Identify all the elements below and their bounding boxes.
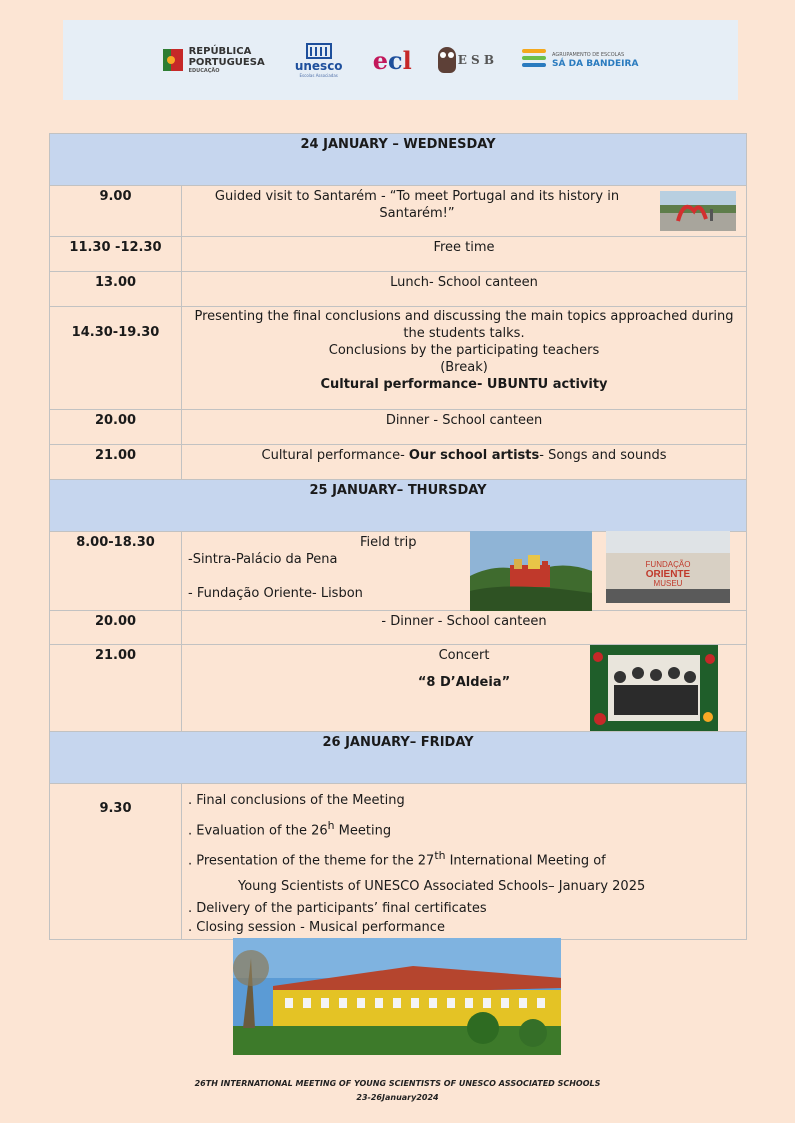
- oriente-label-3: MUSEU: [653, 579, 683, 588]
- time-cell: 14.30-19.30: [50, 307, 182, 410]
- footer-title: 26TH INTERNATIONAL MEETING OF YOUNG SCIENTISTS OF UNESCO ASSOCIATED SCHOOLS: [194, 1079, 601, 1088]
- schedule-row: [50, 445, 747, 480]
- activity-line: . Delivery of the participants’ final certificates: [188, 900, 487, 916]
- oriente-museum-photo: [606, 531, 730, 603]
- activity-line: - Fundação Oriente- Lisbon: [188, 586, 363, 601]
- republica-sub: EDUCAÇÃO: [188, 68, 220, 74]
- time-cell: 8.00-18.30: [50, 532, 182, 611]
- activity-text: . Presentation of the theme for the 27: [188, 853, 435, 869]
- activity-text: Cultural performance-: [261, 448, 409, 463]
- time-cell: 21.00: [50, 645, 182, 732]
- oriente-label-2: ORIENTE: [645, 569, 691, 580]
- time-cell: 9.30: [50, 784, 182, 940]
- schedule-row: [50, 611, 747, 645]
- agrupamento-name: SÁ DA BANDEIRA: [552, 58, 639, 69]
- schedule-row: [50, 237, 747, 272]
- pena-palace-photo: [470, 531, 592, 611]
- time-cell: 13.00: [50, 272, 182, 307]
- footer-dates: 23-26January2024: [356, 1093, 439, 1102]
- activity-cell: - Dinner - School canteen: [182, 611, 747, 645]
- activity-cell: [182, 645, 747, 732]
- portugal-flag-icon: [163, 49, 183, 71]
- schedule-row: [50, 186, 747, 237]
- activity-text: . Evaluation of the 26: [188, 823, 328, 839]
- school-building-photo: [233, 938, 561, 1055]
- activity-cell: [182, 186, 747, 237]
- activity-line: Field trip: [360, 535, 417, 550]
- concert-band-photo: [590, 645, 718, 731]
- schedule-row: [50, 532, 747, 611]
- time-cell: 21.00: [50, 445, 182, 480]
- day-header-thursday: 25 JANUARY– THURSDAY: [50, 480, 747, 532]
- esb-owl-logo: [438, 47, 494, 73]
- oriente-label-1: FUNDAÇÃO: [645, 560, 691, 569]
- activity-text: International Meeting of: [445, 853, 606, 869]
- owl-letters: E S B: [457, 53, 495, 67]
- activity-line: -Sintra-Palácio da Pena: [188, 552, 338, 567]
- day-header-row: [50, 480, 747, 532]
- activity-cell: [182, 307, 747, 410]
- day-header-friday: 26 JANUARY– FRIDAY: [50, 732, 747, 784]
- activity-line: Guided visit to Santarém - “To meet Portugal and its history in: [214, 189, 620, 204]
- unesco-sub: Escolas Associadas: [299, 72, 338, 78]
- concert-name: “8 D’Aldeia”: [417, 675, 511, 690]
- schedule-row: [50, 307, 747, 410]
- activity-cell: Dinner - School canteen: [182, 410, 747, 445]
- activity-line: Concert: [438, 648, 490, 663]
- time-cell: 11.30 -12.30: [50, 237, 182, 272]
- schedule-row: [50, 272, 747, 307]
- activity-text: - Songs and sounds: [539, 448, 667, 463]
- activity-line: [188, 813, 740, 843]
- republica-portuguesa-logo: [163, 46, 265, 74]
- ecl-monogram-icon: ecl: [372, 45, 412, 75]
- day-header-row: [50, 134, 747, 186]
- day-header-wednesday: 24 JANUARY – WEDNESDAY: [50, 134, 747, 186]
- activity-cell: [182, 445, 747, 480]
- activity-line: Young Scientists of UNESCO Associated Schools– January 2025: [238, 878, 646, 894]
- unesco-logo: [291, 35, 347, 85]
- republica-line1: REPÚBLICA: [188, 46, 252, 57]
- activity-line: . Final conclusions of the Meeting: [188, 793, 405, 808]
- time-cell: 20.00: [50, 611, 182, 645]
- activity-cell: Free time: [182, 237, 747, 272]
- activity-line: Cultural performance- UBUNTU activity: [320, 377, 608, 392]
- activity-line: Conclusions by the participating teachers: [328, 343, 600, 358]
- agrupamento-line: AGRUPAMENTO DE ESCOLAS: [552, 51, 625, 58]
- owl-icon: [438, 47, 456, 73]
- activity-line: Presenting the final conclusions and discussing the main topics approached during: [194, 309, 734, 324]
- republica-line2: PORTUGUESA: [188, 57, 265, 68]
- activity-line: [188, 843, 740, 873]
- unesco-word: unesco: [294, 58, 343, 73]
- activity-text: Meeting: [334, 823, 392, 839]
- unesco-temple-icon: [306, 43, 332, 59]
- superscript: h: [327, 819, 335, 832]
- day-header-row: [50, 732, 747, 784]
- logo-band: [63, 20, 738, 100]
- activity-line: . Closing session - Musical performance: [188, 919, 445, 935]
- time-cell: 20.00: [50, 410, 182, 445]
- agrupamento-logo: [520, 45, 638, 75]
- schedule-table: [49, 133, 747, 940]
- activity-line: (Break): [440, 360, 488, 375]
- superscript: th: [434, 849, 446, 863]
- activity-cell: [182, 784, 747, 940]
- schedule-row: [50, 410, 747, 445]
- santarem-park-photo: [660, 191, 736, 231]
- activity-text-bold: Our school artists: [408, 448, 540, 463]
- schedule-row: [50, 784, 747, 940]
- schedule-row: [50, 645, 747, 732]
- activity-line: the students talks.: [403, 326, 525, 341]
- activity-cell: [182, 532, 747, 611]
- activity-cell: Lunch- School canteen: [182, 272, 747, 307]
- activity-line: Santarém!”: [379, 206, 455, 221]
- agrupamento-mark-icon: [520, 45, 548, 75]
- time-cell: 9.00: [50, 186, 182, 237]
